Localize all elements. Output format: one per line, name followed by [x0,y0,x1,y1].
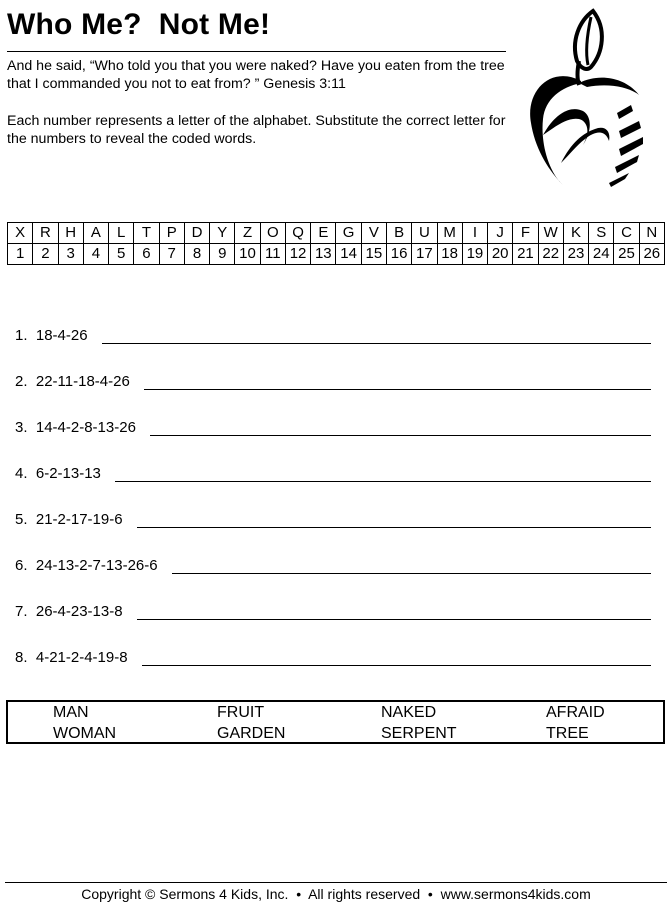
question-row [15,484,655,530]
cipher-letter-cell: O [260,223,285,244]
cipher-number-cell: 23 [563,244,588,265]
coded-word: 6-2-13-13 [35,465,101,482]
word-bank-item: MAN [53,704,89,721]
cipher-letter-cell: X [8,223,33,244]
cipher-letter-cell: Q [285,223,310,244]
scripture-text: And he said, “Who told you that you were naked? Have you eaten from the tree that I commanded you not to eat from? ” Genesis 3:11 [7,58,505,92]
cipher-letter-cell: I [462,223,487,244]
cipher-letter-cell: W [538,223,563,244]
cipher-number-cell: 10 [235,244,260,265]
answer-blank[interactable] [137,527,651,528]
question-row [15,576,655,622]
question-row [15,392,655,438]
answer-blank[interactable] [150,435,651,436]
cipher-number-cell: 3 [58,244,83,265]
coded-word: 4-21-2-4-19-8 [35,649,128,666]
word-bank-item: TREE [546,725,589,742]
cipher-letter-cell: K [563,223,588,244]
cipher-letter-cell: V [361,223,386,244]
coded-word: 24-13-2-7-13-26-6 [35,557,158,574]
cipher-letter-cell: D [184,223,209,244]
cipher-letter-cell: G [336,223,361,244]
question-number: 3. [15,419,28,436]
coded-word: 26-4-23-13-8 [35,603,123,620]
cipher-number-cell: 4 [83,244,108,265]
question-row [15,300,655,346]
cipher-number-cell: 18 [437,244,462,265]
question-number: 7. [15,603,28,620]
cipher-letter-cell: U [412,223,437,244]
cipher-letter-cell: N [639,223,664,244]
cipher-letter-cell: F [513,223,538,244]
cipher-letter-cell: R [33,223,58,244]
question-row [15,346,655,392]
word-bank-item: WOMAN [53,725,117,742]
cipher-letter-cell: P [159,223,184,244]
cipher-letter-cell: A [83,223,108,244]
cipher-number-cell: 17 [412,244,437,265]
coded-word: 14-4-2-8-13-26 [35,419,136,436]
copyright-footer: Copyright © Sermons 4 Kids, Inc. • All rights reserved • www.sermons4kids.com [81,886,591,902]
footer-divider [5,882,667,883]
question-list [15,300,655,668]
answer-blank[interactable] [172,573,651,574]
word-bank-item: FRUIT [217,704,265,721]
coded-word: 18-4-26 [35,327,88,344]
cipher-number-cell: 9 [210,244,235,265]
cipher-number-cell: 26 [639,244,664,265]
answer-blank[interactable] [115,481,651,482]
cipher-number-cell: 8 [184,244,209,265]
cipher-number-cell: 5 [109,244,134,265]
cipher-letter-cell: S [589,223,614,244]
cipher-number-cell: 20 [488,244,513,265]
word-bank-item: NAKED [381,704,437,721]
cipher-letter-cell: J [488,223,513,244]
word-bank-item: AFRAID [546,704,605,721]
word-bank [6,700,665,744]
answer-blank[interactable] [102,343,651,344]
cipher-number-cell: 2 [33,244,58,265]
cipher-letters-row [8,223,665,244]
word-bank-item: GARDEN [217,725,286,742]
cipher-number-cell: 11 [260,244,285,265]
question-number: 4. [15,465,28,482]
question-number: 8. [15,649,28,666]
question-number: 5. [15,511,28,528]
word-bank-item: SERPENT [381,725,457,742]
coded-word: 22-11-18-4-26 [35,373,130,390]
cipher-letter-cell: T [134,223,159,244]
answer-blank[interactable] [137,619,651,620]
cipher-number-cell: 6 [134,244,159,265]
title-divider [7,51,506,52]
coded-word: 21-2-17-19-6 [35,511,123,528]
cipher-letter-cell: C [614,223,639,244]
answer-blank[interactable] [144,389,651,390]
page-title: Who Me? Not Me! [7,8,271,41]
cipher-number-cell: 12 [285,244,310,265]
cipher-number-cell: 22 [538,244,563,265]
cipher-number-cell: 13 [311,244,336,265]
cipher-number-cell: 25 [614,244,639,265]
question-number: 2. [15,373,28,390]
cipher-number-cell: 24 [589,244,614,265]
instructions-text: Each number represents a letter of the alphabet. Substitute the correct letter for the numbers to reveal the coded words. [7,113,506,147]
cipher-letter-cell: Y [210,223,235,244]
cipher-letter-cell: B [386,223,411,244]
cipher-table [7,222,665,265]
cipher-number-cell: 15 [361,244,386,265]
cipher-number-cell: 19 [462,244,487,265]
cipher-letter-cell: E [311,223,336,244]
cipher-number-cell: 7 [159,244,184,265]
question-number: 6. [15,557,28,574]
answer-blank[interactable] [142,665,651,666]
question-row [15,438,655,484]
cipher-letter-cell: M [437,223,462,244]
question-number: 1. [15,327,28,344]
question-row [15,622,655,668]
cipher-letter-cell: L [109,223,134,244]
question-row [15,530,655,576]
cipher-numbers-row [8,244,665,265]
apple-with-leaf-icon [521,3,667,195]
cipher-letter-cell: Z [235,223,260,244]
cipher-letter-cell: H [58,223,83,244]
cipher-number-cell: 21 [513,244,538,265]
cipher-number-cell: 16 [386,244,411,265]
cipher-number-cell: 14 [336,244,361,265]
cipher-number-cell: 1 [8,244,33,265]
